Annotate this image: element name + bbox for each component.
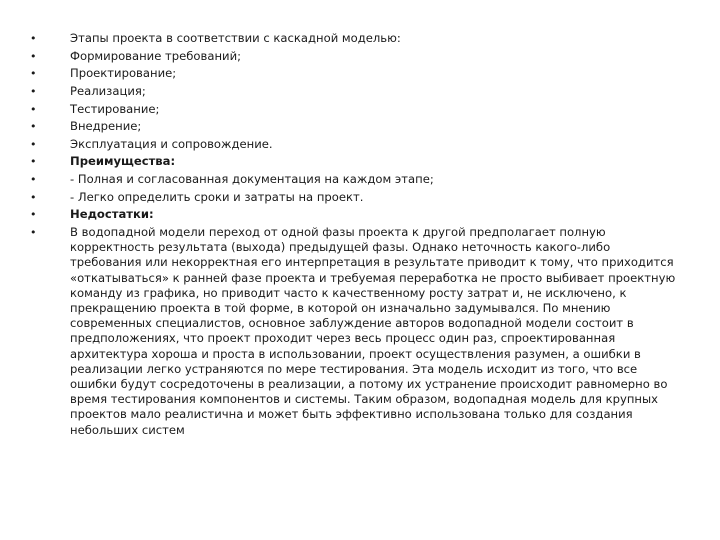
bullet-icon: • <box>30 155 37 169</box>
bullet-icon: • <box>30 137 37 151</box>
list-item <box>28 190 678 205</box>
list-item <box>28 119 678 134</box>
list-item <box>28 172 678 187</box>
list-item-text: - Легко определить сроки и затраты на проект. <box>70 189 364 204</box>
bullet-icon: • <box>30 226 37 240</box>
list-item <box>28 102 678 117</box>
list-item-text: Эксплуатация и сопровождение. <box>70 136 273 151</box>
list-item <box>28 207 678 222</box>
list-item-text: Внедрение; <box>70 119 142 134</box>
advantages-heading: Преимущества: <box>70 154 176 169</box>
list-item-text: Тестирование; <box>70 101 160 116</box>
bullet-icon: • <box>30 120 37 134</box>
bullet-icon: • <box>30 208 37 222</box>
list-item <box>28 137 678 152</box>
list-item <box>28 225 678 438</box>
list-item-text: Формирование требований; <box>70 48 242 63</box>
bullet-icon: • <box>30 190 37 204</box>
list-item-text: Реализация; <box>70 83 146 98</box>
list-item <box>28 154 678 169</box>
bullet-icon: • <box>30 49 37 63</box>
list-item-text: - Полная и согласованная документация на каждом этапе; <box>70 172 434 187</box>
disadvantages-paragraph: В водопадной модели переход от одной фазы проекта к другой предполагает полную корректность результата (выхода) предыдущей фазы. Однако неточность какого-либо требования или некорректная его интерпретация в результате приводит к тому, что приходится «откатываться» к ранней фазе проекта и требуемая переработка не просто выбивает проектную команду из графика, но приводит часто к качественному росту затрат и, не исключено, к прекращению проекта в той форме, в которой он изначально задумывался. По мнению современных специалистов, основное заблуждение авторов водопадной модели состоит в предположениях, что проект проходит через весь процесс один раз, спроектированная архитектура хороша и проста в использовании, проект осуществления разумен, а ошибки в реализации легко устраняются по мере тестирования. Эта модель исходит из того, что все ошибки будут сосредоточены в реализации, а потому их устранение происходит равномерно во время тестирования компонентов и системы. Таким образом, водопадная модель для крупных проектов мало реалистична и может быть эффективно использована только для создания небольших систем <box>70 225 676 437</box>
list-heading: Этапы проекта в соответствии с каскадной моделью: <box>70 31 401 45</box>
disadvantages-heading: Недостатки: <box>70 207 154 222</box>
list-item <box>28 49 678 64</box>
bullet-list <box>28 31 678 440</box>
bullet-icon: • <box>30 84 37 98</box>
list-item <box>28 66 678 81</box>
bullet-icon: • <box>30 173 37 187</box>
list-item <box>28 84 678 99</box>
list-item-text: Проектирование; <box>70 66 177 81</box>
bullet-icon: • <box>30 102 37 116</box>
bullet-icon: • <box>30 67 37 81</box>
list-item <box>28 31 678 46</box>
bullet-icon: • <box>30 32 37 45</box>
